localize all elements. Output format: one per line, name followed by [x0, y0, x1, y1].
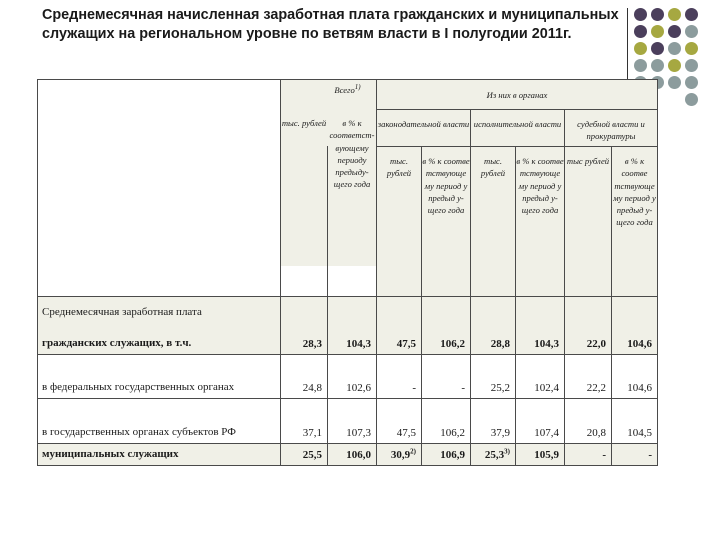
decor-dot [651, 8, 664, 21]
value-cell: - [377, 355, 422, 399]
value-cell [377, 444, 422, 466]
decor-dot [651, 59, 664, 72]
value-cell: 102,4 [516, 355, 565, 399]
table-row [38, 297, 658, 355]
decor-dot [685, 42, 698, 55]
value-cell: 106,0 [328, 444, 377, 466]
row-label: в федеральных государственных органах [38, 355, 281, 399]
value-cell: 106,2 [422, 399, 471, 444]
header-leg-pct: в % к соотве тствующе му период у предыд ущего года [422, 147, 471, 297]
footnote-mark: 2) [410, 447, 416, 456]
value-cell: 106,2 [422, 297, 471, 355]
decor-dot [634, 8, 647, 21]
header-judicial: судебной власти и прокуратуры [565, 110, 658, 147]
value-cell: 37,1 [281, 399, 328, 444]
header-jud-unit: тыс рублей [565, 147, 612, 297]
decor-dot [668, 76, 681, 89]
value-cell: 37,9 [471, 399, 516, 444]
value-cell: - [565, 444, 612, 466]
salary-table [37, 79, 658, 466]
value-cell [471, 444, 516, 466]
decor-dot [668, 8, 681, 21]
value-cell: 24,8 [281, 355, 328, 399]
row-label: в государственных органах субъектов РФ [38, 399, 281, 444]
header-total-unit: тыс. рублей [281, 117, 328, 267]
value-cell: 28,3 [281, 297, 328, 355]
header-leg-unit: тыс. рублей [377, 147, 422, 297]
value-cell: 22,0 [565, 297, 612, 355]
table-row [38, 444, 658, 466]
value-cell: 104,6 [612, 297, 658, 355]
decor-dot [668, 59, 681, 72]
value-cell: 104,3 [328, 297, 377, 355]
table-row [38, 355, 658, 399]
slide-title: Среднемесячная начисленная заработная плата гражданских и муниципальных служащих на региональном уровне по ветвям власти в I полугодии 2011г. [42, 7, 619, 42]
value-cell: 107,4 [516, 399, 565, 444]
header-legislative: законодательной власти [377, 110, 471, 147]
row-label-top: Среднемесячная заработная плата [42, 306, 202, 318]
value-cell: - [612, 444, 658, 466]
decor-dot [634, 59, 647, 72]
decor-dot [634, 42, 647, 55]
value-cell: 104,3 [516, 297, 565, 355]
header-empty-cell [38, 80, 281, 297]
total-label: Всего [334, 85, 355, 95]
value-cell: 25,2 [471, 355, 516, 399]
header-exe-unit: тыс. рублей [471, 147, 516, 297]
decor-dot [685, 59, 698, 72]
header-executive: исполнительной власти [471, 110, 565, 147]
header-row-1 [38, 80, 658, 110]
value-cell: 22,2 [565, 355, 612, 399]
row-label-main: гражданских служащих, в т.ч. [42, 337, 192, 349]
value-cell: 47,5 [377, 297, 422, 355]
value-cell: 102,6 [328, 355, 377, 399]
value-cell: 104,5 [612, 399, 658, 444]
value-cell: 28,8 [471, 297, 516, 355]
decor-dot [668, 25, 681, 38]
value-cell: 25,5 [281, 444, 328, 466]
total-note: 1) [354, 83, 361, 92]
decor-dot [685, 76, 698, 89]
value-cell: 47,5 [377, 399, 422, 444]
table-row [38, 399, 658, 444]
decor-dot [685, 93, 698, 106]
header-jud-pct: в % к соотве тствующе му период у предыд ущего года [612, 147, 658, 297]
cell-value: 30,9 [390, 449, 411, 461]
decor-dot [668, 42, 681, 55]
value-cell: 106,9 [422, 444, 471, 466]
decor-dot [634, 25, 647, 38]
decor-dot [685, 25, 698, 38]
header-total-pct: в % к соответствующему периоду предыдущего года [328, 117, 377, 267]
footnote-mark: 3) [504, 447, 510, 456]
decor-dot [685, 8, 698, 21]
decor-dot [651, 42, 664, 55]
header-of-which: Из них в органах [377, 80, 658, 110]
row-label [38, 297, 281, 355]
value-cell: 20,8 [565, 399, 612, 444]
value-cell: 107,3 [328, 399, 377, 444]
header-exe-pct: в % к соотве тствующе му период у предыд ущего года [516, 147, 565, 297]
value-cell: - [422, 355, 471, 399]
row-label: муниципальных служащих [38, 444, 281, 466]
value-cell: 104,6 [612, 355, 658, 399]
cell-value: 25,3 [484, 449, 505, 461]
value-cell: 105,9 [516, 444, 565, 466]
decor-dot [651, 25, 664, 38]
